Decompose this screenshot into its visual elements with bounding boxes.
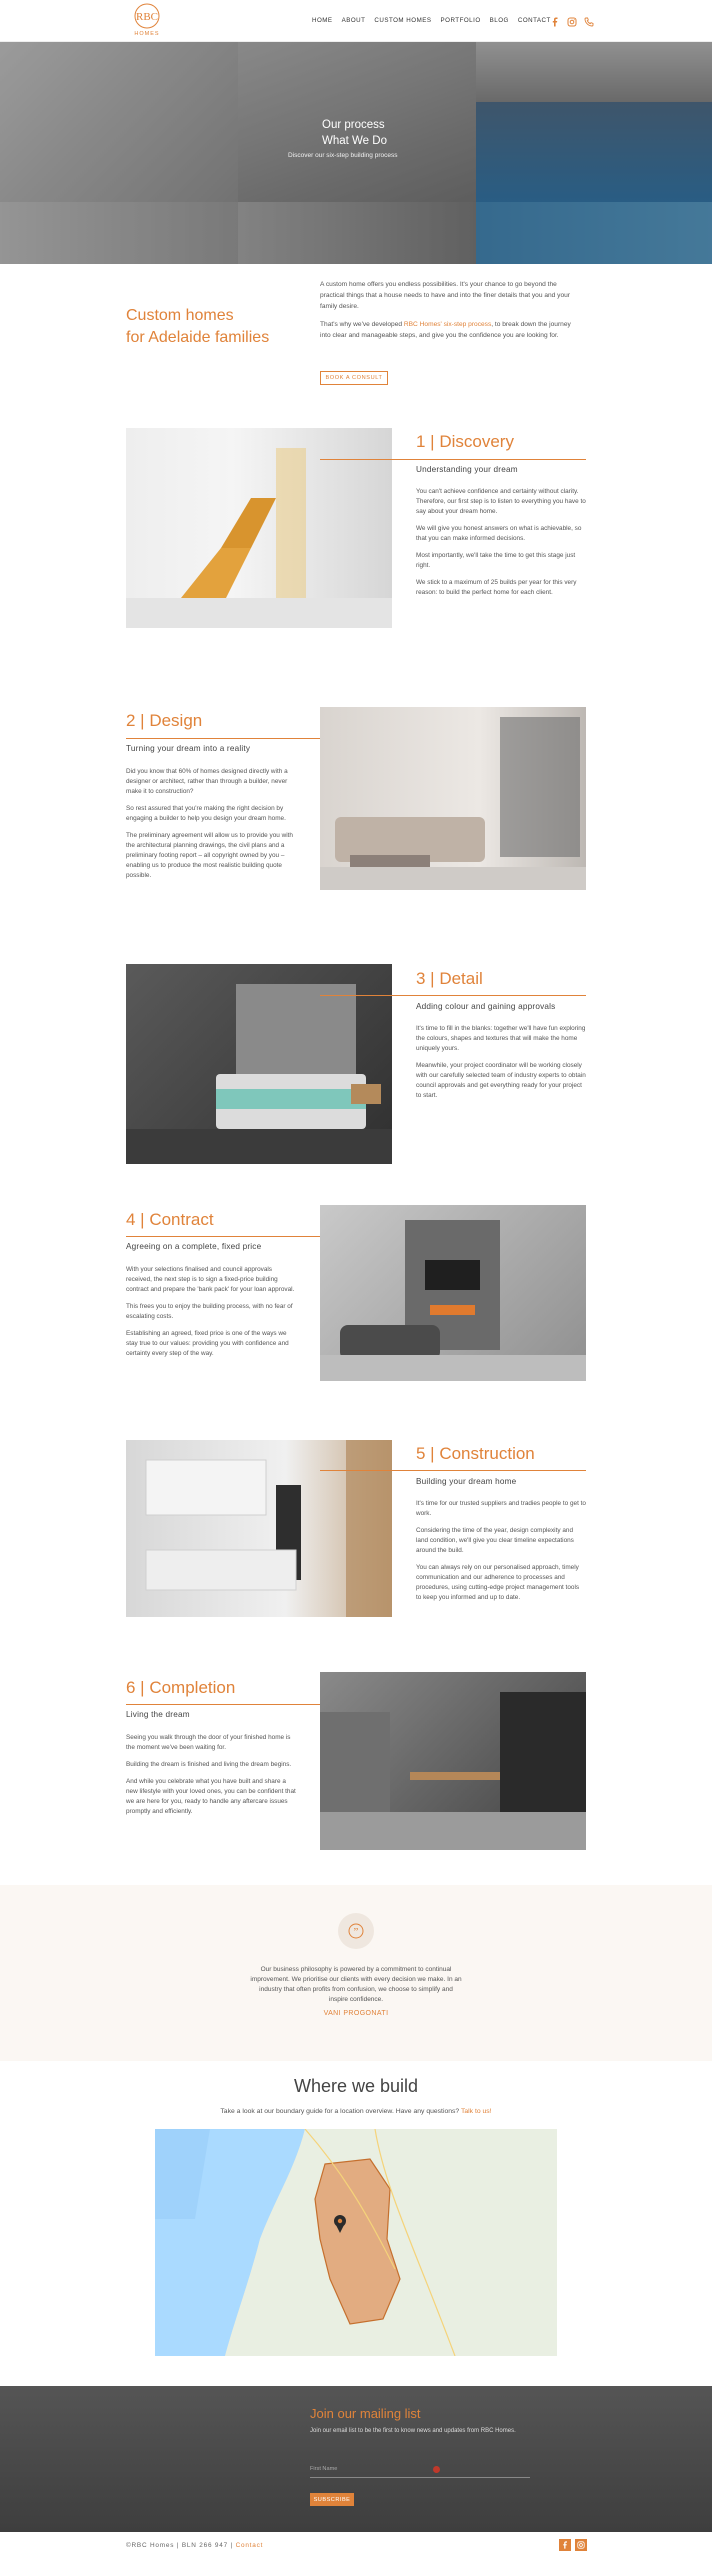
intro-title-line1: Custom homes (126, 307, 234, 324)
talk-to-us-link[interactable]: Talk to us! (460, 2108, 492, 2115)
step1-para: We will give you honest answers on what is achievable, so that you can make informed decisions. (416, 525, 582, 542)
bedroom-illustration (126, 964, 392, 1164)
nav-portfolio[interactable]: PORTFOLIO (440, 17, 481, 24)
mailing-list-section (0, 2386, 712, 2532)
step3-body (416, 1024, 586, 1108)
alfresco-illustration (320, 1672, 586, 1850)
footer-instagram-icon[interactable] (575, 2539, 587, 2551)
hero-title-line2: What We Do (322, 135, 387, 147)
logo-letters: RBC (135, 11, 159, 23)
step2-title: 2 | Design (126, 711, 203, 730)
logo[interactable] (128, 2, 166, 38)
instagram-icon[interactable] (567, 14, 577, 24)
step3-para: It's time to fill in the blanks: together we'll have fun exploring the colours, shapes and textures that will make the home uniquely yours. (416, 1025, 586, 1052)
step5-para: Considering the time of the year, design complexity and land condition, we'll give you clear timeline expectations around the build. (416, 1527, 574, 1554)
site-footer (0, 2532, 712, 2560)
intro-para2 (320, 320, 576, 342)
step5-para: It's time for our trusted suppliers and tradies people to get to work. (416, 1500, 586, 1517)
main-nav (312, 17, 560, 24)
hero-title (322, 117, 387, 149)
step1-para: We stick to a maximum of 25 builds per year for this very reason: to build the perfect home for each client. (416, 579, 577, 596)
step2-para: Did you know that 60% of homes designed directly with a designer or architect, rather than through a builder, never make it to construction? (126, 768, 288, 795)
step1-image (126, 428, 392, 628)
svg-text:”: ” (353, 1926, 359, 1938)
nav-home[interactable]: HOME (312, 17, 333, 24)
intro-title-line2: for Adelaide families (126, 329, 270, 346)
living-room-illustration (320, 707, 586, 890)
step2-body (126, 767, 296, 888)
required-indicator-icon (433, 2466, 440, 2473)
step3-divider (320, 995, 586, 996)
phone-icon[interactable] (584, 14, 594, 24)
first-name-field[interactable] (310, 2466, 530, 2478)
step5-title: 5 | Construction (416, 1444, 535, 1463)
kitchen-illustration (126, 1440, 392, 1617)
hero-title-line1: Our process (322, 119, 385, 131)
logo-text: HOMES (134, 31, 160, 37)
footer-copyright: ©RBC Homes | BLN 266 947 | (126, 2542, 236, 2549)
step6-para: Seeing you walk through the door of your finished home is the moment we've been waiting for. (126, 1734, 291, 1751)
six-step-link[interactable]: RBC Homes' six-step process (403, 321, 492, 329)
intro-text (320, 280, 576, 350)
nav-blog[interactable]: BLOG (489, 17, 509, 24)
step4-body (126, 1265, 296, 1366)
step2-subtitle: Turning your dream into a reality (126, 744, 251, 753)
quote-icon (338, 1913, 374, 1949)
fireplace-illustration (320, 1205, 586, 1381)
mailing-subtitle: Join our email list to be the first to know news and updates from RBC Homes. (310, 2428, 516, 2434)
footer-facebook-icon[interactable] (559, 2539, 571, 2551)
hero-banner (0, 42, 712, 264)
step6-para: And while you celebrate what you have built and share a new lifestyle with your loved ones, you can be confident that we are here for you, ready to handle any aftercare issues promptly and efficiently. (126, 1778, 296, 1815)
boundary-map[interactable] (155, 2129, 557, 2356)
footer-text (126, 2542, 263, 2549)
step2-image (320, 707, 586, 890)
step1-divider (320, 459, 586, 460)
nav-about[interactable]: ABOUT (341, 17, 366, 24)
step6-para: Building the dream is finished and living the dream begins. (126, 1761, 292, 1768)
step1-para: Most importantly, we'll take the time to get this stage just right. (416, 552, 576, 569)
step6-image (320, 1672, 586, 1850)
footer-social (559, 2539, 587, 2551)
map-title: Where we build (293, 2076, 419, 2096)
step6-subtitle: Living the dream (126, 1710, 190, 1719)
hero-subtitle: Discover our six-step building process (288, 152, 398, 159)
step5-subtitle: Building your dream home (416, 1477, 517, 1486)
step1-body (416, 487, 586, 605)
intro-para2-post: , to break down the journey into clear and manageable steps, and give you the confidence you are looking for. (320, 321, 571, 340)
step5-body (416, 1499, 586, 1610)
step5-divider (320, 1470, 586, 1471)
subscribe-button[interactable]: SUBSCRIBE (310, 2493, 354, 2506)
step4-title: 4 | Contract (126, 1210, 214, 1229)
step4-image (320, 1205, 586, 1381)
step3-title: 3 | Detail (416, 969, 483, 988)
site-header (0, 0, 712, 42)
map-subtitle-text: Take a look at our boundary guide for a location overview. Have any questions? (220, 2108, 461, 2115)
step5-para: You can always rely on our personalised approach, timely communication and our adherence to processes and procedures, using cutting-edge project management tools to keep you informed and up to date. (416, 1564, 580, 1601)
staircase-illustration (126, 428, 392, 628)
nav-contact[interactable]: CONTACT (517, 17, 551, 24)
testimonial-section (0, 1885, 712, 2061)
step3-subtitle: Adding colour and gaining approvals (416, 1002, 556, 1011)
social-links (550, 14, 594, 24)
nav-custom-homes[interactable]: CUSTOM HOMES (374, 17, 432, 24)
step1-para: You can't achieve confidence and certainty without clarity. Therefore, our first step is to listen to everything you have to say about your dream home. (416, 488, 586, 515)
mailing-title: Join our mailing list (310, 2406, 421, 2421)
map-subtitle (0, 2108, 712, 2115)
intro-para1: A custom home offers you endless possibilities. It's your chance to go beyond the practical things that a house needs to have and into the finer details that you and your family desire. (320, 281, 570, 310)
step2-para: So rest assured that you're making the right decision by engaging a builder to help you design your dream home. (126, 805, 286, 822)
first-name-placeholder: First Name (310, 2466, 338, 2472)
step1-title: 1 | Discovery (416, 432, 514, 451)
testimonial-text: Our business philosophy is powered by a commitment to continual improvement. We prioritise our clients with every decision we make. In an industry that often profits from confusion, we choose to simplify and inspire confidence. (250, 1966, 462, 2003)
step5-image (126, 1440, 392, 1617)
testimonial-author: VANI PROGONATI (323, 2010, 389, 2017)
step3-para: Meanwhile, your project coordinator will be working closely with our carefully selected team of industry experts to obtain council approvals and get everything ready for your project to start. (416, 1062, 586, 1099)
step3-image (126, 964, 392, 1164)
step4-para: Establishing an agreed, fixed price is one of the ways we stay true to our values: providing you with confidence and certainty every step of the way. (126, 1330, 289, 1357)
step6-body (126, 1733, 296, 1824)
step4-para: This frees you to enjoy the building process, with no fear of escalating costs. (126, 1303, 293, 1320)
footer-contact-link[interactable]: Contact (235, 2542, 264, 2549)
step4-subtitle: Agreeing on a complete, fixed price (126, 1242, 262, 1251)
book-consult-button[interactable]: BOOK A CONSULT (320, 371, 388, 385)
step6-title: 6 | Completion (126, 1678, 236, 1697)
intro-title (126, 305, 269, 349)
step2-para: The preliminary agreement will allow us to provide you with the architectural planning drawings, the civil plans and a preliminary footing report – all copyright owned by you – enabling us to produce the most realistic building quote possible. (126, 832, 293, 879)
step4-para: With your selections finalised and council approvals received, the next step is to sign a fixed-price building contract and prepare the 'bank pack' for your loan approval. (126, 1266, 295, 1293)
step1-subtitle: Understanding your dream (416, 465, 518, 474)
facebook-icon[interactable] (550, 14, 560, 24)
intro-para2-pre: That's why we've developed (320, 321, 404, 329)
